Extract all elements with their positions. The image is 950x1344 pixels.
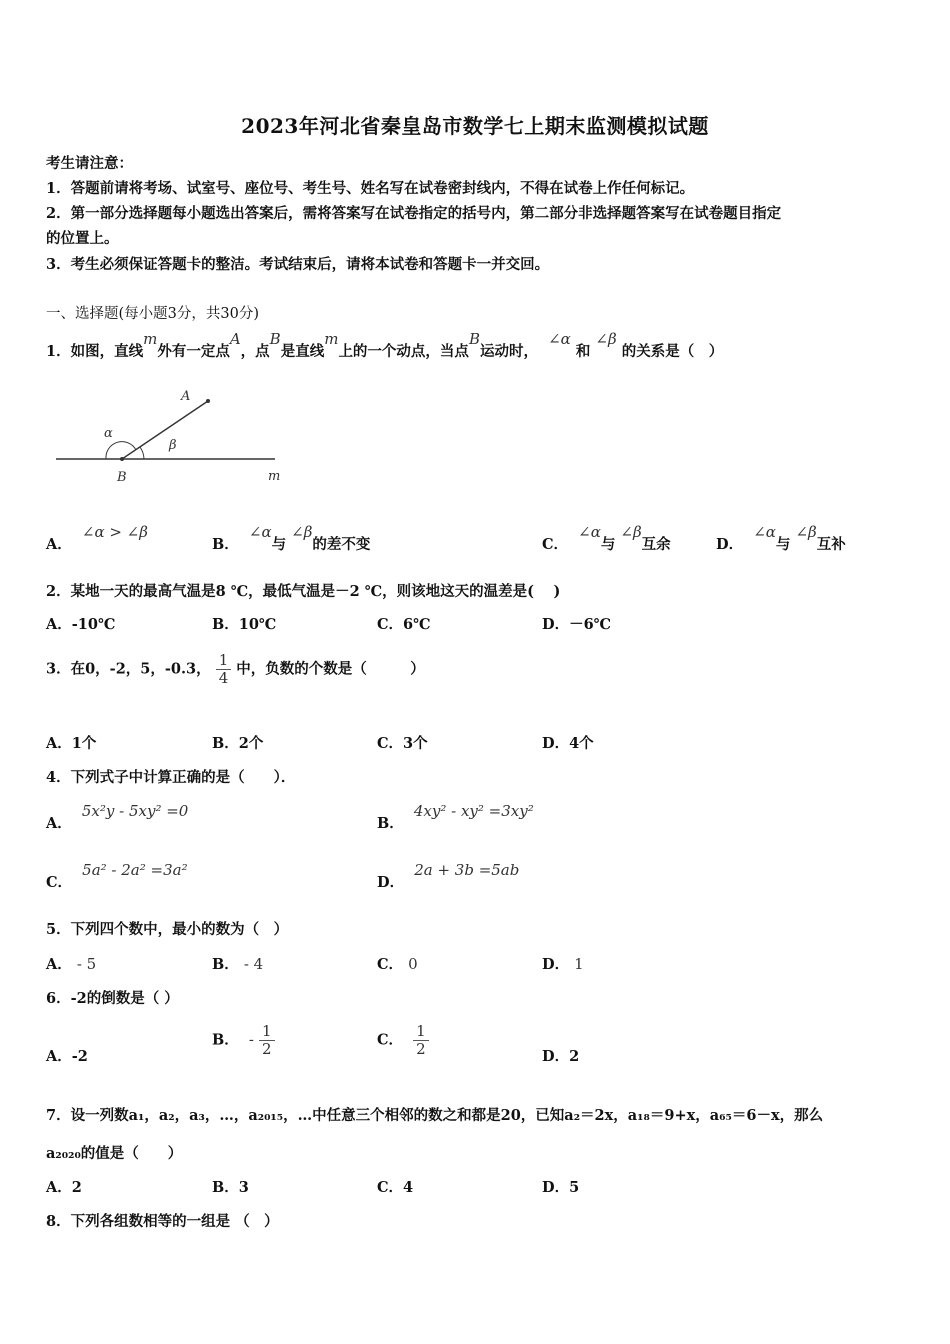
question-7-stem-line2: a₂₀₂₀的值是（ ）	[46, 1145, 183, 1162]
question-3-stem: 3．在0，-2，5，-0.3， $\frac{1}{4}$ 中，负数的个数是（ ）	[46, 651, 425, 687]
q2-option-c[interactable]: C．6℃	[377, 616, 431, 633]
q4-option-d[interactable]: D． 2a + 3b =5ab	[377, 861, 520, 891]
notice-item-2: 2．第一部分选择题每小题选出答案后，需将答案写在试卷指定的括号内，第二部分非选择题答案写在试卷题目指定	[46, 205, 782, 222]
notice-item-1: 1．答题前请将考场、试室号、座位号、考生号、姓名写在试卷密封线内，不得在试卷上作任何标记。	[46, 180, 695, 197]
question-7-stem-line1: 7．设一列数a₁，a₂，a₃，…，a₂₀₁₅，…中任意三个相邻的数之和都是20，已知a₂＝2x，a₁₈＝9+x，a₆₅＝6－x，那么	[46, 1107, 824, 1124]
q1-option-d[interactable]: D． ∠α与 ∠β互补	[716, 523, 846, 553]
point-a	[206, 399, 210, 403]
notice-heading: 考生请注意：	[46, 155, 133, 172]
question-8-stem: 8．下列各组数相等的一组是 （ ）	[46, 1213, 279, 1230]
q2-option-a[interactable]: A．-10℃	[46, 616, 116, 633]
label-a: A	[181, 389, 191, 404]
q6-option-d[interactable]: D．2	[542, 1048, 580, 1065]
label-b: B	[117, 470, 127, 485]
notice-item-2-cont: 的位置上。	[46, 230, 119, 247]
q7-option-b[interactable]: B．3	[212, 1179, 249, 1196]
q2-option-b[interactable]: B．10℃	[212, 616, 277, 633]
q6-option-a[interactable]: A．-2	[46, 1048, 88, 1065]
label-beta: β	[169, 438, 177, 453]
q7-option-d[interactable]: D．5	[542, 1179, 580, 1196]
q4-option-a[interactable]: A． 5x²y - 5xy² =0	[46, 802, 189, 832]
question-2-stem: 2．某地一天的最高气温是8 ℃，最低气温是－2 ℃，则该地这天的温差是( )	[46, 583, 561, 600]
label-alpha: α	[104, 426, 113, 441]
q3-option-b[interactable]: B．2个	[212, 735, 264, 752]
question-6-stem: 6．-2的倒数是（ ）	[46, 990, 179, 1007]
fraction-one-quarter: $\frac{1}{4}$	[216, 652, 232, 687]
question-4-stem: 4．下列式子中计算正确的是（ ）．	[46, 769, 296, 786]
q3-option-d[interactable]: D．4个	[542, 735, 594, 752]
notice-item-3: 3．考生必须保证答题卡的整洁。考试结束后，请将本试卷和答题卡一并交回。	[46, 256, 550, 273]
question-1-figure	[50, 380, 300, 490]
section-heading: 一、选择题(每小题3分，共30分)	[46, 306, 259, 322]
q5-option-c[interactable]: C． 0	[377, 955, 418, 973]
page-title: 2023年河北省秦皇岛市数学七上期末监测模拟试题	[241, 114, 709, 138]
q4-option-b[interactable]: B． 4xy² - xy² =3xy²	[377, 802, 534, 832]
q3-option-c[interactable]: C．3个	[377, 735, 428, 752]
fraction-one-half: $\frac{1}{2}$	[259, 1023, 275, 1058]
point-b	[120, 457, 124, 461]
q6-option-c[interactable]: C． $\frac{1}{2}$	[377, 1023, 429, 1058]
q2-option-d[interactable]: D．－6℃	[542, 616, 612, 633]
angle-alpha-arc	[106, 442, 136, 459]
ray-ba	[122, 401, 208, 459]
q1-option-c[interactable]: C． ∠α与 ∠β互余	[542, 523, 671, 553]
q6-option-b[interactable]: B． - $\frac{1}{2}$	[212, 1023, 275, 1058]
q7-option-a[interactable]: A．2	[46, 1179, 82, 1196]
question-1-stem: 1．如图，直线m外有一定点A，点B是直线m上的一个动点，当点B运动时， ∠α 和 ∠β 的关系是（ ）	[46, 330, 724, 360]
q5-option-d[interactable]: D． 1	[542, 955, 584, 973]
q7-option-c[interactable]: C．4	[377, 1179, 414, 1196]
q1-option-b[interactable]: B． ∠α与 ∠β的差不变	[212, 523, 371, 553]
q5-option-b[interactable]: B． - 4	[212, 955, 264, 973]
question-5-stem: 5．下列四个数中，最小的数为（ ）	[46, 921, 289, 938]
q5-option-a[interactable]: A． - 5	[46, 955, 97, 973]
q4-option-c[interactable]: C． 5a² - 2a² =3a²	[46, 861, 188, 891]
label-m: m	[268, 469, 281, 484]
fraction-one-half-c: $\frac{1}{2}$	[413, 1023, 429, 1058]
q1-option-a[interactable]: A． ∠α > ∠β	[46, 523, 148, 553]
angle-beta-arc	[140, 447, 144, 459]
q3-option-a[interactable]: A．1个	[46, 735, 97, 752]
